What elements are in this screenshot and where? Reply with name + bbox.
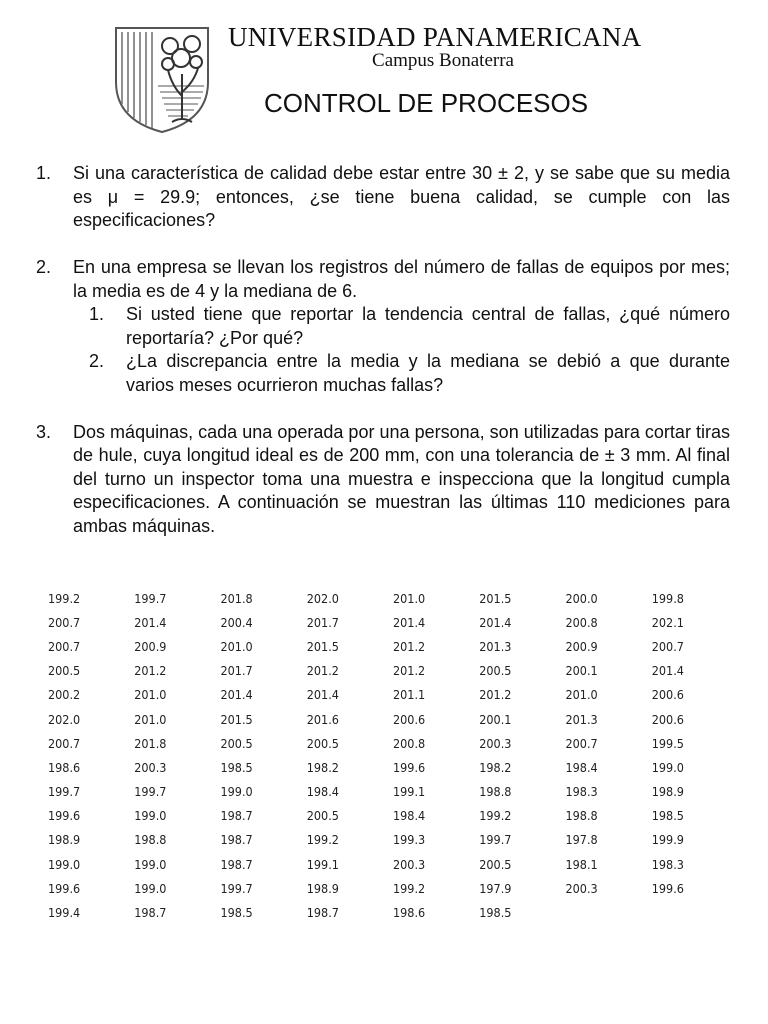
measurement-cell: 199.1 [393, 784, 426, 800]
measurement-cell: 199.0 [48, 856, 81, 872]
measurement-cell: 201.5 [479, 590, 512, 606]
measurement-cell: 201.3 [565, 711, 598, 727]
measurement-cell: 200.5 [479, 856, 512, 872]
table-row [40, 683, 730, 707]
table-row [40, 780, 730, 804]
measurement-cell: 199.7 [134, 784, 167, 800]
measurement-cell: 199.7 [479, 832, 512, 848]
measurement-cell [644, 900, 730, 924]
measurement-cell: 201.0 [134, 711, 167, 727]
measurement-cell: 200.5 [306, 808, 339, 824]
measurement-cell: 200.5 [220, 735, 253, 751]
measurement-cell: 200.7 [651, 638, 684, 654]
question-1 [36, 162, 730, 233]
measurement-cell: 199.0 [134, 880, 167, 896]
university-name: UNIVERSIDAD PANAMERICANA [228, 22, 642, 52]
question-2 [36, 256, 730, 397]
measurement-cell [558, 900, 644, 924]
measurement-cell: 200.7 [48, 735, 81, 751]
measurement-cell: 200.3 [565, 880, 598, 896]
table-row [40, 755, 730, 779]
measurement-cell: 201.5 [220, 711, 253, 727]
measurement-cell: 200.8 [393, 735, 426, 751]
sub-question-number: 2. [89, 351, 105, 371]
question-number: 1. [36, 163, 52, 183]
question-list [36, 162, 730, 562]
measurement-cell: 200.9 [134, 638, 167, 654]
measurement-cell: 201.4 [220, 687, 253, 703]
measurement-cell: 200.6 [651, 687, 684, 703]
measurement-cell: 201.1 [393, 687, 426, 703]
measurement-cell: 201.4 [134, 614, 167, 630]
table-row [40, 900, 730, 924]
measurement-cell: 197.8 [565, 832, 598, 848]
measurement-cell: 200.3 [134, 759, 167, 775]
table-row [40, 804, 730, 828]
measurement-cell: 201.4 [479, 614, 512, 630]
sub-question-text: ¿La discrepancia entre la media y la mediana se debió a que durante varios meses ocurrieron muchas fallas? [126, 351, 730, 395]
measurement-cell: 199.9 [651, 832, 684, 848]
measurement-cell: 200.9 [565, 638, 598, 654]
measurement-cell: 199.6 [48, 808, 81, 824]
sub-question-text: Si usted tiene que reportar la tendencia central de fallas, ¿qué número reportaría? ¿Por qué? [126, 304, 730, 348]
measurement-cell: 200.2 [48, 687, 81, 703]
measurement-cell: 199.2 [479, 808, 512, 824]
sub-question-number: 1. [89, 304, 105, 324]
measurement-cell: 198.8 [479, 784, 512, 800]
measurement-cell: 200.0 [565, 590, 598, 606]
question-text: Si una característica de calidad debe estar entre 30 ± 2, y se sabe que su media es μ = 29.9; entonces, ¿se tiene buena calidad, se cumple con las especificaciones? [73, 163, 730, 230]
measurement-cell: 200.1 [479, 711, 512, 727]
measurement-cell: 198.7 [220, 808, 253, 824]
measurement-cell: 201.4 [306, 687, 339, 703]
measurement-cell: 199.0 [134, 856, 167, 872]
measurement-cell: 201.0 [134, 687, 167, 703]
measurement-cell: 200.6 [393, 711, 426, 727]
measurement-cell: 201.7 [306, 614, 339, 630]
measurement-cell: 198.8 [565, 808, 598, 824]
measurement-cell: 200.3 [393, 856, 426, 872]
question-3 [36, 421, 730, 539]
measurement-cell: 199.4 [48, 905, 81, 921]
measurement-cell: 201.7 [220, 663, 253, 679]
question-text: Dos máquinas, cada una operada por una persona, son utilizadas para cortar tiras de hule, cuya longitud ideal es de 200 mm, con una tolerancia de ± 3 mm. Al final del turno un inspector toma una muestra e inspecciona que la longitud cumpla especificaciones. A continuación se muestran las últimas 110 mediciones para ambas máquinas. [73, 421, 730, 536]
university-crest-logo [112, 24, 212, 136]
measurement-cell: 199.7 [48, 784, 81, 800]
measurement-cell: 200.5 [48, 663, 81, 679]
measurement-cell: 200.7 [565, 735, 598, 751]
measurement-cell: 198.7 [134, 905, 167, 921]
measurement-cell: 198.2 [306, 759, 339, 775]
measurement-cell: 201.2 [134, 663, 167, 679]
measurement-cell: 199.0 [134, 808, 167, 824]
measurement-cell: 198.9 [306, 880, 339, 896]
measurement-cell: 199.0 [651, 759, 684, 775]
table-row [40, 707, 730, 731]
measurements-table [40, 586, 730, 925]
measurement-cell: 198.3 [565, 784, 598, 800]
measurement-cell: 199.8 [651, 590, 684, 606]
measurement-cell: 200.1 [565, 663, 598, 679]
measurement-cell: 198.9 [48, 832, 81, 848]
measurement-cell: 198.7 [220, 832, 253, 848]
measurement-cell: 199.2 [393, 880, 426, 896]
measurement-cell: 198.7 [220, 856, 253, 872]
measurement-cell: 199.6 [393, 759, 426, 775]
page-title: CONTROL DE PROCESOS [264, 88, 589, 118]
measurement-cell: 201.6 [306, 711, 339, 727]
measurement-cell: 200.7 [48, 614, 81, 630]
measurement-cell: 200.7 [48, 638, 81, 654]
table-row [40, 610, 730, 634]
measurement-cell: 198.5 [220, 759, 253, 775]
table-row [40, 731, 730, 755]
measurement-cell: 201.3 [479, 638, 512, 654]
table-row [40, 852, 730, 876]
measurement-cell: 201.8 [220, 590, 253, 606]
measurement-cell: 202.0 [306, 590, 339, 606]
measurement-cell: 199.2 [48, 590, 81, 606]
measurement-cell: 201.2 [306, 663, 339, 679]
measurement-cell: 198.4 [306, 784, 339, 800]
sub-question-1 [89, 303, 730, 350]
measurement-cell: 201.4 [393, 614, 426, 630]
measurement-cell: 199.6 [48, 880, 81, 896]
measurement-cell: 200.5 [306, 735, 339, 751]
measurement-cell: 201.2 [393, 638, 426, 654]
table-row [40, 828, 730, 852]
measurement-cell: 201.0 [393, 590, 426, 606]
measurement-cell: 199.6 [651, 880, 684, 896]
measurement-cell: 201.4 [651, 663, 684, 679]
measurement-cell: 200.6 [651, 711, 684, 727]
measurement-cell: 199.5 [651, 735, 684, 751]
measurement-cell: 197.9 [479, 880, 512, 896]
measurement-cell: 198.9 [651, 784, 684, 800]
measurement-cell: 201.2 [479, 687, 512, 703]
measurement-cell: 198.6 [393, 905, 426, 921]
measurement-cell: 198.5 [220, 905, 253, 921]
measurement-cell: 200.5 [479, 663, 512, 679]
measurement-cell: 198.4 [393, 808, 426, 824]
measurement-cell: 199.1 [306, 856, 339, 872]
campus-name: Campus Bonaterra [372, 50, 514, 71]
table-row [40, 876, 730, 900]
measurement-cell: 201.8 [134, 735, 167, 751]
measurement-cell: 198.6 [48, 759, 81, 775]
table-row [40, 586, 730, 610]
question-number: 3. [36, 421, 52, 442]
measurement-cell: 198.5 [651, 808, 684, 824]
measurement-cell: 199.7 [134, 590, 167, 606]
measurement-cell: 199.3 [393, 832, 426, 848]
sub-question-2 [89, 350, 730, 397]
measurement-cell: 201.0 [565, 687, 598, 703]
measurement-cell: 200.8 [565, 614, 598, 630]
measurement-cell: 200.4 [220, 614, 253, 630]
table-row [40, 659, 730, 683]
measurement-cell: 202.1 [651, 614, 684, 630]
measurement-cell: 201.5 [306, 638, 339, 654]
measurement-cell: 199.0 [220, 784, 253, 800]
table-row [40, 634, 730, 658]
measurement-cell: 198.2 [479, 759, 512, 775]
measurement-cell: 198.5 [479, 905, 512, 921]
measurement-cell: 202.0 [48, 711, 81, 727]
measurement-cell: 198.4 [565, 759, 598, 775]
measurement-cell: 201.0 [220, 638, 253, 654]
measurement-cell: 198.8 [134, 832, 167, 848]
measurement-cell: 201.2 [393, 663, 426, 679]
measurement-cell: 199.2 [306, 832, 339, 848]
measurement-cell: 198.1 [565, 856, 598, 872]
measurement-cell: 198.3 [651, 856, 684, 872]
measurement-cell: 198.7 [306, 905, 339, 921]
measurement-cell: 200.3 [479, 735, 512, 751]
measurement-cell: 199.7 [220, 880, 253, 896]
question-text: En una empresa se llevan los registros del número de fallas de equipos por mes; la media es de 4 y la mediana de 6. [73, 257, 730, 301]
question-number: 2. [36, 257, 52, 277]
